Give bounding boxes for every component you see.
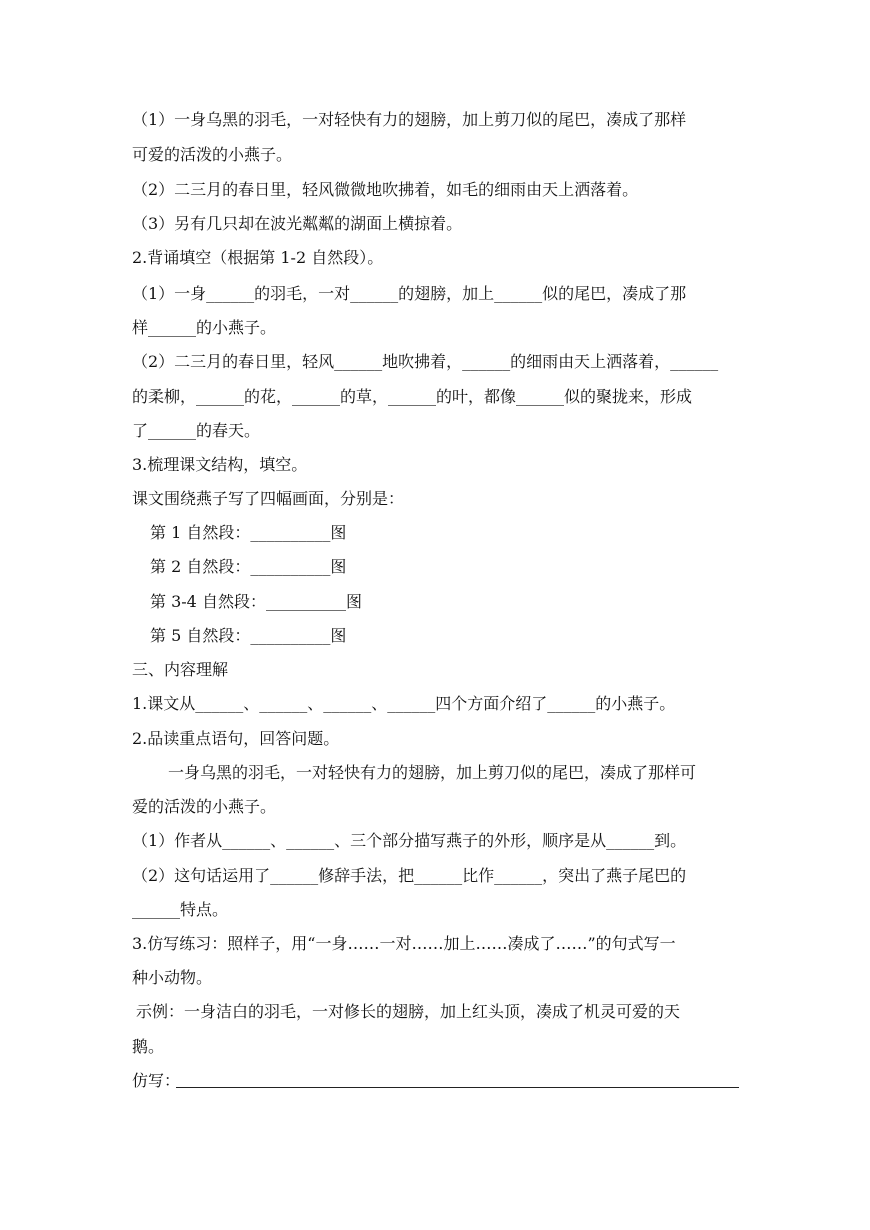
fill-blank-line: 了______的春天。 bbox=[132, 421, 261, 440]
example-line: 鹅。 bbox=[132, 1037, 165, 1056]
section-heading: 2.品读重点语句，回答问题。 bbox=[132, 729, 340, 748]
question-line: 种小动物。 bbox=[132, 968, 213, 987]
fill-blank-line: 1.课文从______、______、______、______四个方面介绍了______的小燕子。 bbox=[132, 694, 676, 713]
section-heading: 3.梳理课文结构，填空。 bbox=[132, 455, 308, 474]
example-line: 示例：一身洁白的羽毛，一对修长的翅膀，加上红头顶，凑成了机灵可爱的天 bbox=[136, 1002, 681, 1021]
fill-blank-line: 样______的小燕子。 bbox=[132, 318, 277, 337]
fill-blank-line: （1）作者从______、______、三个部分描写燕子的外形，顺序是从______到。 bbox=[132, 831, 687, 850]
question-line: （2）二三月的春日里，轻风微微地吹拂着，如毛的细雨由天上洒落着。 bbox=[132, 180, 639, 199]
question-line: 可爱的活泼的小燕子。 bbox=[132, 145, 293, 164]
question-line: （3）另有几只却在波光粼粼的湖面上横掠着。 bbox=[132, 214, 463, 233]
structure-item: 第 1 自然段：__________图 bbox=[150, 523, 347, 542]
quoted-passage: 爱的活泼的小燕子。 bbox=[132, 797, 277, 816]
fill-blank-line: ______特点。 bbox=[132, 900, 229, 919]
question-line: （1）一身乌黑的羽毛，一对轻快有力的翅膀，加上剪刀似的尾巴，凑成了那样 bbox=[132, 110, 687, 129]
structure-item: 第 2 自然段：__________图 bbox=[150, 557, 347, 576]
question-line: 课文围绕燕子写了四幅画面，分别是： bbox=[132, 489, 405, 508]
structure-item: 第 5 自然段：__________图 bbox=[150, 626, 347, 645]
fill-blank-line: 的柔柳，______的花，______的草，______的叶，都像______似的聚拢来，形成 bbox=[132, 387, 693, 406]
quoted-passage: 一身乌黑的羽毛，一对轻快有力的翅膀，加上剪刀似的尾巴，凑成了那样可 bbox=[168, 763, 697, 782]
fill-blank-line: （2）二三月的春日里，轻风______地吹拂着，______的细雨由天上洒落着，______ bbox=[132, 352, 719, 371]
section-heading: 2.背诵填空（根据第 1-2 自然段）。 bbox=[132, 248, 384, 267]
section-heading: 3.仿写练习：照样子，用“一身……一对……加上……凑成了……”的句式写一 bbox=[132, 934, 676, 953]
fill-blank-line: （2）这句话运用了______修辞手法，把______比作______，突出了燕子尾巴的 bbox=[132, 866, 687, 885]
imitation-label: 仿写： bbox=[132, 1071, 181, 1090]
fill-blank-line: （1）一身______的羽毛，一对______的翅膀，加上______似的尾巴，凑成了那 bbox=[132, 284, 687, 303]
section-title: 三、内容理解 bbox=[132, 660, 229, 679]
structure-item: 第 3-4 自然段：__________图 bbox=[150, 592, 362, 611]
imitation-answer-line[interactable] bbox=[176, 1087, 739, 1088]
